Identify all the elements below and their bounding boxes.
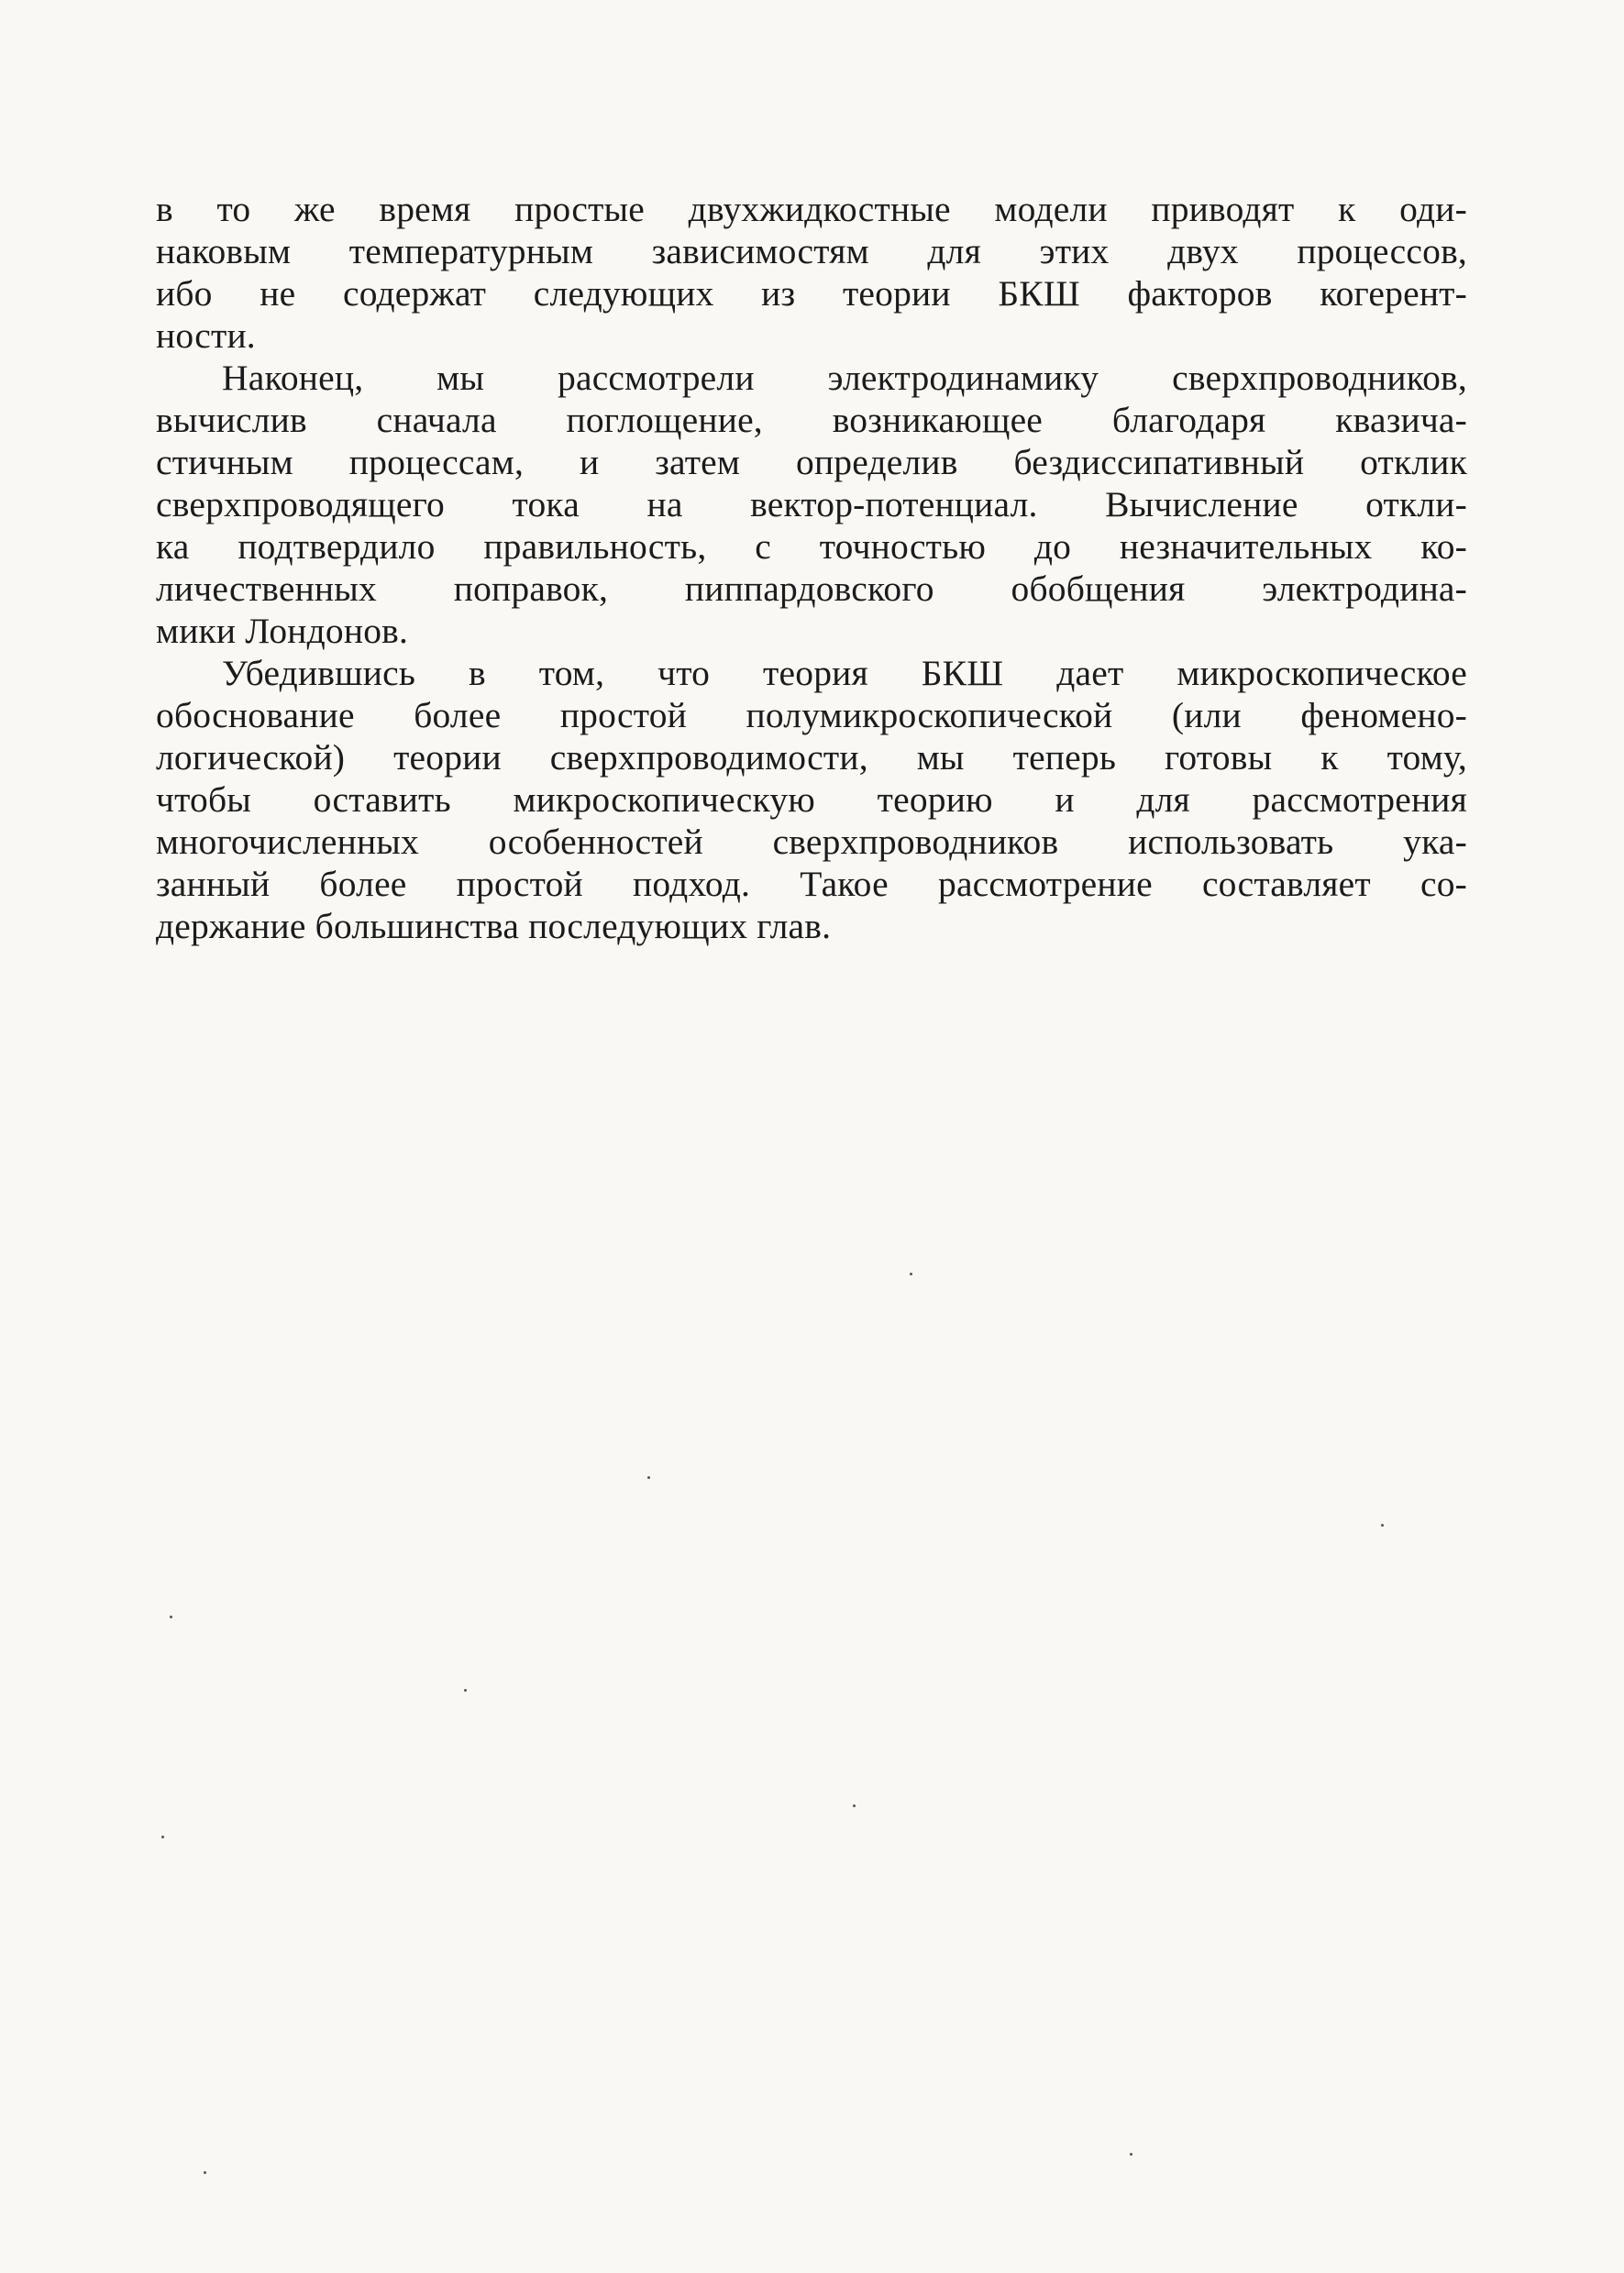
text-line: наковым температурным зависимостям для этих двух процессов, xyxy=(156,231,1467,271)
text-line: сверхпроводящего тока на вектор-потенциал. Вычисление откли- xyxy=(156,484,1467,524)
text-line: ка подтвердило правильность, с точностью до незначительных ко- xyxy=(156,526,1467,567)
scan-speck xyxy=(204,2171,206,2174)
scan-speck xyxy=(1130,2153,1132,2156)
text-line: Наконец, мы рассмотрели электродинамику сверхпроводников, xyxy=(222,358,1467,398)
text-line: логической) теории сверхпроводимости, мы теперь готовы к тому, xyxy=(156,737,1467,778)
text-line: занный более простой подход. Такое рассмотрение составляет со- xyxy=(156,864,1467,904)
text-line: держание большинства последующих глав. xyxy=(156,906,832,946)
scan-speck xyxy=(161,1836,164,1838)
scan-speck xyxy=(853,1804,856,1807)
scan-speck xyxy=(647,1476,650,1479)
text-line: стичным процессам, и затем определив бездиссипативный отклик xyxy=(156,442,1467,482)
text-line: Убедившись в том, что теория БКШ дает микроскопическое xyxy=(222,653,1467,693)
scan-speck xyxy=(170,1616,172,1618)
text-line: личественных поправок, пиппардовского обобщения электродина- xyxy=(156,568,1467,609)
body-text xyxy=(156,188,1467,947)
text-line: мики Лондонов. xyxy=(156,611,409,651)
text-line: в то же время простые двухжидкостные модели приводят к оди- xyxy=(156,189,1467,229)
paragraph-3 xyxy=(156,652,1467,947)
text-line: ибо не содержат следующих из теории БКШ факторов когерент- xyxy=(156,273,1467,314)
text-line: многочисленных особенностей сверхпроводников использовать ука- xyxy=(156,822,1467,862)
paragraph-1 xyxy=(156,188,1467,357)
text-line: чтобы оставить микроскопическую теорию и для рассмотрения xyxy=(156,779,1467,820)
text-line: вычислив сначала поглощение, возникающее благодаря квазича- xyxy=(156,400,1467,440)
scan-speck xyxy=(1381,1524,1384,1527)
text-line: обоснование более простой полумикроскопической (или феномено- xyxy=(156,695,1467,735)
scan-speck xyxy=(464,1689,467,1692)
scan-speck xyxy=(910,1273,912,1275)
text-line: ности. xyxy=(156,315,256,356)
paragraph-2 xyxy=(156,357,1467,652)
